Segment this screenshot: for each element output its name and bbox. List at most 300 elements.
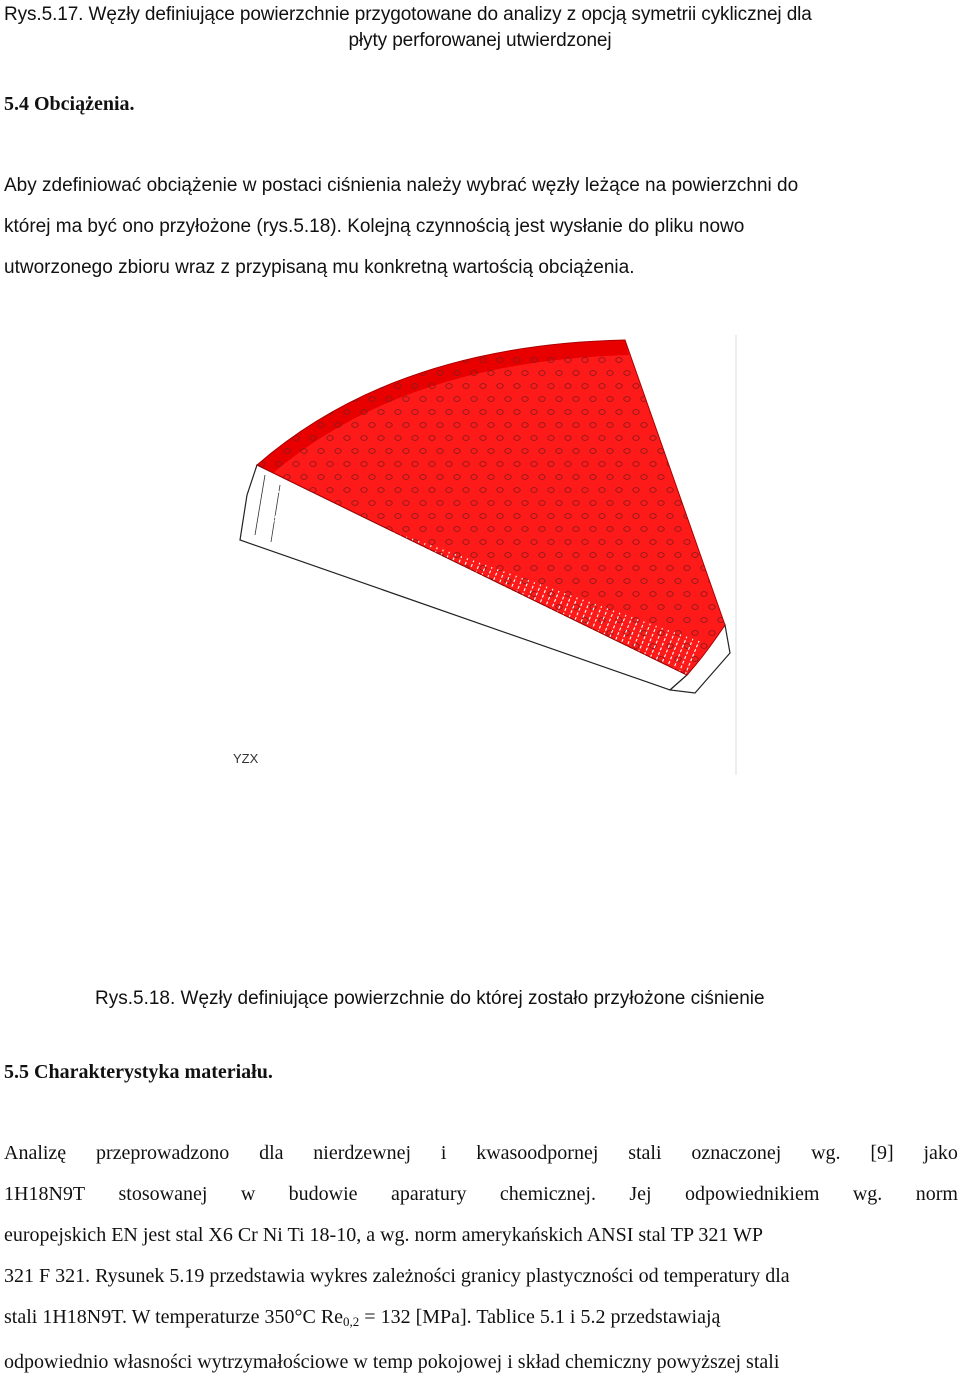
- node-mark: [284, 579, 290, 584]
- node-mark: [599, 670, 605, 675]
- node-mark: [718, 566, 724, 571]
- node-mark: [709, 423, 715, 428]
- node-mark: [242, 410, 248, 415]
- node-mark: [352, 605, 358, 610]
- node-mark: [692, 475, 698, 480]
- node-mark: [709, 683, 715, 688]
- node-mark: [318, 397, 324, 402]
- node-mark: [420, 657, 426, 662]
- node-mark: [675, 397, 681, 402]
- paragraph-line: utworzonego zbioru wraz z przypisaną mu konkretną wartością obciążenia.: [4, 257, 635, 278]
- node-mark: [267, 371, 273, 376]
- node-mark: [378, 644, 384, 649]
- node-mark: [641, 683, 647, 688]
- node-mark: [497, 644, 503, 649]
- node-mark: [250, 553, 256, 558]
- node-mark: [242, 618, 248, 623]
- node-mark: [301, 631, 307, 636]
- node-mark: [378, 670, 384, 675]
- node-mark: [395, 618, 401, 623]
- node-mark: [412, 358, 418, 363]
- node-mark: [726, 527, 732, 532]
- node-mark: [327, 592, 333, 597]
- node-mark: [301, 371, 307, 376]
- node-mark: [276, 436, 282, 441]
- node-mark: [386, 631, 392, 636]
- node-mark: [378, 358, 384, 363]
- node-mark: [684, 462, 690, 467]
- node-mark: [327, 358, 333, 363]
- node-mark: [429, 670, 435, 675]
- paragraph-row-3: europejskich EN jest stal X6 Cr Ni Ti 18-10, a wg. norm amerykańskich ANSI stal TP 321 WP: [4, 1224, 764, 1246]
- node-mark: [335, 657, 341, 662]
- node-mark: [403, 631, 409, 636]
- node-mark: [293, 644, 299, 649]
- node-mark: [344, 592, 350, 597]
- node-mark: [701, 410, 707, 415]
- node-mark: [250, 683, 256, 688]
- node-mark: [726, 449, 732, 454]
- node-mark: [701, 436, 707, 441]
- caption-line-2: płyty perforowanej utwierdzonej: [348, 30, 612, 51]
- node-mark: [276, 670, 282, 675]
- node-mark: [437, 657, 443, 662]
- node-mark: [250, 449, 256, 454]
- node-mark: [718, 436, 724, 441]
- node-mark: [726, 579, 732, 584]
- node-mark: [259, 384, 265, 389]
- node-mark: [259, 670, 265, 675]
- node-mark: [531, 644, 537, 649]
- word: aparatury: [390, 1183, 467, 1205]
- node-mark: [658, 423, 664, 428]
- node-mark: [412, 644, 418, 649]
- node-mark: [327, 644, 333, 649]
- node-mark: [692, 423, 698, 428]
- node-mark: [301, 605, 307, 610]
- word: dla: [259, 1142, 284, 1164]
- node-mark: [446, 644, 452, 649]
- node-mark: [718, 462, 724, 467]
- node-mark: [726, 501, 732, 506]
- node-mark: [692, 371, 698, 376]
- node-mark: [522, 683, 528, 688]
- node-mark: [709, 475, 715, 480]
- caption-line-1: Rys.5.17. Węzły definiujące powierzchnie przygotowane do analizy z opcją symetrii cyklicznej dla: [4, 4, 812, 25]
- node-mark: [276, 644, 282, 649]
- node-mark: [242, 462, 248, 467]
- node-mark: [301, 683, 307, 688]
- node-mark: [335, 397, 341, 402]
- node-mark: [650, 384, 656, 389]
- node-mark: [718, 670, 724, 675]
- node-mark: [250, 657, 256, 662]
- node-mark: [335, 579, 341, 584]
- node-mark: [726, 371, 732, 376]
- node-mark: [242, 670, 248, 675]
- node-mark: [361, 670, 367, 675]
- node-mark: [429, 618, 435, 623]
- section-heading-5-5: 5.5 Charakterystyka materiału.: [4, 1061, 273, 1083]
- node-mark: [301, 397, 307, 402]
- node-mark: [267, 683, 273, 688]
- node-mark: [667, 358, 673, 363]
- node-mark: [369, 657, 375, 662]
- node-mark: [488, 631, 494, 636]
- node-mark: [284, 657, 290, 662]
- node-mark: [293, 618, 299, 623]
- node-mark: [607, 683, 613, 688]
- node-mark: [242, 592, 248, 597]
- node-mark: [242, 644, 248, 649]
- node-mark: [454, 683, 460, 688]
- node-mark: [276, 410, 282, 415]
- node-mark: [369, 605, 375, 610]
- node-mark: [658, 397, 664, 402]
- node-mark: [250, 397, 256, 402]
- node-mark: [709, 371, 715, 376]
- paragraph-line: Aby zdefiniować obciążenie w postaci ciśnienia należy wybrać węzły leżące na powierzchni do: [4, 175, 799, 196]
- word: kwasoodpornej: [476, 1142, 599, 1164]
- node-mark: [726, 605, 732, 610]
- node-mark: [429, 644, 435, 649]
- node-mark: [352, 683, 358, 688]
- node-mark: [548, 670, 554, 675]
- node-mark: [463, 670, 469, 675]
- word: i: [440, 1142, 447, 1164]
- node-mark: [344, 670, 350, 675]
- word: 1H18N9T: [4, 1183, 86, 1205]
- node-mark: [718, 410, 724, 415]
- node-mark: [701, 358, 707, 363]
- node-mark: [718, 592, 724, 597]
- node-mark: [344, 358, 350, 363]
- node-mark: [276, 384, 282, 389]
- word: stosowanej: [118, 1183, 208, 1205]
- paragraph-row-5: [4, 1297, 958, 1342]
- node-mark: [480, 644, 486, 649]
- node-mark: [505, 657, 511, 662]
- node-mark: [352, 657, 358, 662]
- node-mark: [369, 683, 375, 688]
- node-mark: [318, 657, 324, 662]
- node-mark: [310, 358, 316, 363]
- node-mark: [293, 670, 299, 675]
- node-mark: [556, 657, 562, 662]
- node-mark: [284, 605, 290, 610]
- word: Analizę: [4, 1142, 67, 1164]
- word: wg.: [852, 1183, 883, 1205]
- node-mark: [259, 644, 265, 649]
- node-mark: [267, 553, 273, 558]
- node-mark: [675, 423, 681, 428]
- node-mark: [335, 631, 341, 636]
- node-mark: [514, 670, 520, 675]
- word: oznaczonej: [691, 1142, 782, 1164]
- node-mark: [709, 553, 715, 558]
- node-mark: [250, 605, 256, 610]
- node-mark: [284, 683, 290, 688]
- paragraph-row-1: [4, 1133, 958, 1174]
- figure-5-18-caption: Rys.5.18. Węzły definiujące powierzchnie do której zostało przyłożone ciśnienie: [95, 988, 765, 1009]
- node-mark: [454, 631, 460, 636]
- node-mark: [726, 397, 732, 402]
- node-mark: [301, 579, 307, 584]
- node-mark: [293, 566, 299, 571]
- node-mark: [318, 631, 324, 636]
- row-5-end: = 132 [MPa]. Tablice 5.1 i 5.2 przedstawiają: [359, 1306, 721, 1328]
- node-mark: [675, 475, 681, 480]
- node-mark: [692, 527, 698, 532]
- node-mark: [259, 436, 265, 441]
- node-mark: [684, 436, 690, 441]
- node-mark: [684, 488, 690, 493]
- section-heading-5-4: 5.4 Obciążenia.: [4, 93, 135, 115]
- node-mark: [395, 358, 401, 363]
- node-mark: [352, 631, 358, 636]
- node-mark: [378, 592, 384, 597]
- node-mark: [488, 657, 494, 662]
- row-5-start: stali 1H18N9T. W temperaturze 350°C Re: [4, 1306, 344, 1328]
- node-mark: [335, 371, 341, 376]
- node-mark: [242, 566, 248, 571]
- node-mark: [310, 670, 316, 675]
- node-mark: [242, 358, 248, 363]
- word: norm: [915, 1183, 958, 1205]
- node-mark: [701, 384, 707, 389]
- node-mark: [284, 423, 290, 428]
- node-mark: [361, 384, 367, 389]
- word: [9]: [870, 1142, 894, 1164]
- node-mark: [412, 670, 418, 675]
- node-mark: [556, 683, 562, 688]
- node-mark: [718, 358, 724, 363]
- node-mark: [344, 644, 350, 649]
- node-mark: [667, 384, 673, 389]
- node-mark: [701, 462, 707, 467]
- node-mark: [250, 371, 256, 376]
- node-mark: [709, 501, 715, 506]
- node-mark: [718, 514, 724, 519]
- node-mark: [259, 566, 265, 571]
- paragraph-pressure-load: [4, 165, 954, 288]
- node-mark: [242, 436, 248, 441]
- node-mark: [437, 631, 443, 636]
- node-mark: [454, 657, 460, 662]
- node-mark: [293, 358, 299, 363]
- node-mark: [335, 605, 341, 610]
- node-mark: [284, 371, 290, 376]
- re-subscript: 0,2: [343, 1314, 360, 1329]
- node-mark: [641, 371, 647, 376]
- node-mark: [378, 618, 384, 623]
- node-mark: [684, 384, 690, 389]
- node-mark: [267, 631, 273, 636]
- node-mark: [267, 605, 273, 610]
- node-mark: [361, 644, 367, 649]
- node-mark: [301, 423, 307, 428]
- node-mark: [301, 657, 307, 662]
- node-mark: [531, 670, 537, 675]
- node-mark: [718, 540, 724, 545]
- node-mark: [327, 618, 333, 623]
- paragraph-material: [4, 1133, 958, 1383]
- node-mark: [386, 683, 392, 688]
- node-mark: [386, 371, 392, 376]
- node-mark: [446, 618, 452, 623]
- figure-5-17-caption: [0, 2, 960, 54]
- node-mark: [250, 631, 256, 636]
- node-mark: [471, 631, 477, 636]
- node-mark: [582, 670, 588, 675]
- node-mark: [259, 410, 265, 415]
- node-mark: [684, 358, 690, 363]
- node-mark: [310, 592, 316, 597]
- word: przeprowadzono: [95, 1142, 230, 1164]
- word: Jej: [629, 1183, 652, 1205]
- node-mark: [327, 670, 333, 675]
- node-mark: [386, 605, 392, 610]
- node-mark: [692, 397, 698, 402]
- word: w: [240, 1183, 256, 1205]
- axis-triad-label: YZX: [233, 751, 259, 766]
- paragraph-row-2: [4, 1174, 958, 1215]
- node-mark: [335, 683, 341, 688]
- node-mark: [488, 683, 494, 688]
- node-mark: [412, 618, 418, 623]
- node-mark: [709, 397, 715, 402]
- node-mark: [250, 579, 256, 584]
- node-mark: [267, 657, 273, 662]
- node-mark: [624, 683, 630, 688]
- node-mark: [276, 592, 282, 597]
- node-mark: [318, 371, 324, 376]
- node-mark: [658, 371, 664, 376]
- node-mark: [361, 618, 367, 623]
- node-mark: [310, 410, 316, 415]
- paragraph-row-6: odpowiednio własności wytrzymałościowe w temp pokojowej i skład chemiczny powyższej stali: [4, 1351, 780, 1373]
- node-mark: [250, 423, 256, 428]
- node-mark: [726, 423, 732, 428]
- node-mark: [276, 358, 282, 363]
- node-mark: [701, 488, 707, 493]
- node-mark: [293, 384, 299, 389]
- node-mark: [480, 670, 486, 675]
- paragraph-row-4: 321 F 321. Rysunek 5.19 przedstawia wykres zależności granicy plastyczności od temperatury dla: [4, 1265, 790, 1287]
- node-mark: [471, 683, 477, 688]
- node-mark: [667, 410, 673, 415]
- node-mark: [395, 670, 401, 675]
- node-mark: [310, 384, 316, 389]
- node-mark: [403, 605, 409, 610]
- node-mark: [539, 657, 545, 662]
- node-mark: [590, 683, 596, 688]
- node-mark: [403, 371, 409, 376]
- node-mark: [709, 527, 715, 532]
- node-mark: [565, 670, 571, 675]
- node-mark: [293, 592, 299, 597]
- node-mark: [675, 449, 681, 454]
- node-mark: [369, 631, 375, 636]
- node-mark: [352, 371, 358, 376]
- node-mark: [293, 410, 299, 415]
- node-mark: [403, 683, 409, 688]
- node-mark: [310, 644, 316, 649]
- node-mark: [420, 605, 426, 610]
- figure-5-18-mesh: [225, 335, 740, 775]
- node-mark: [675, 371, 681, 376]
- node-mark: [344, 384, 350, 389]
- node-mark: [650, 358, 656, 363]
- node-mark: [420, 631, 426, 636]
- node-mark: [718, 488, 724, 493]
- node-mark: [471, 657, 477, 662]
- node-mark: [267, 397, 273, 402]
- node-mark: [284, 631, 290, 636]
- node-mark: [403, 657, 409, 662]
- node-mark: [395, 644, 401, 649]
- node-mark: [386, 657, 392, 662]
- node-mark: [429, 358, 435, 363]
- node-mark: [692, 449, 698, 454]
- word: budowie: [288, 1183, 358, 1205]
- node-mark: [361, 358, 367, 363]
- node-mark: [446, 358, 452, 363]
- node-mark: [497, 670, 503, 675]
- node-mark: [726, 553, 732, 558]
- node-mark: [667, 436, 673, 441]
- node-mark: [437, 683, 443, 688]
- word: nierdzewnej: [313, 1142, 412, 1164]
- node-mark: [318, 579, 324, 584]
- node-mark: [259, 592, 265, 597]
- node-mark: [242, 488, 248, 493]
- node-mark: [573, 683, 579, 688]
- node-mark: [539, 683, 545, 688]
- paragraph-line: której ma być ono przyłożone (rys.5.18). Kolejną czynnością jest wysłanie do pliku nowo: [4, 216, 745, 237]
- word: chemicznej.: [499, 1183, 596, 1205]
- node-mark: [701, 540, 707, 545]
- word: odpowiednikiem: [684, 1183, 820, 1205]
- node-mark: [522, 657, 528, 662]
- node-mark: [701, 514, 707, 519]
- node-mark: [505, 683, 511, 688]
- node-mark: [361, 592, 367, 597]
- node-mark: [718, 384, 724, 389]
- node-mark: [327, 384, 333, 389]
- node-mark: [259, 618, 265, 623]
- node-mark: [726, 683, 732, 688]
- node-mark: [684, 410, 690, 415]
- node-mark: [276, 618, 282, 623]
- node-mark: [318, 605, 324, 610]
- node-mark: [284, 397, 290, 402]
- node-mark: [242, 384, 248, 389]
- node-mark: [514, 644, 520, 649]
- word: wg.: [811, 1142, 841, 1164]
- node-mark: [369, 371, 375, 376]
- node-mark: [633, 358, 639, 363]
- node-mark: [463, 644, 469, 649]
- node-mark: [420, 683, 426, 688]
- word: stali: [628, 1142, 662, 1164]
- node-mark: [726, 475, 732, 480]
- node-mark: [446, 670, 452, 675]
- node-mark: [310, 618, 316, 623]
- node-mark: [267, 579, 273, 584]
- node-mark: [344, 618, 350, 623]
- node-mark: [318, 683, 324, 688]
